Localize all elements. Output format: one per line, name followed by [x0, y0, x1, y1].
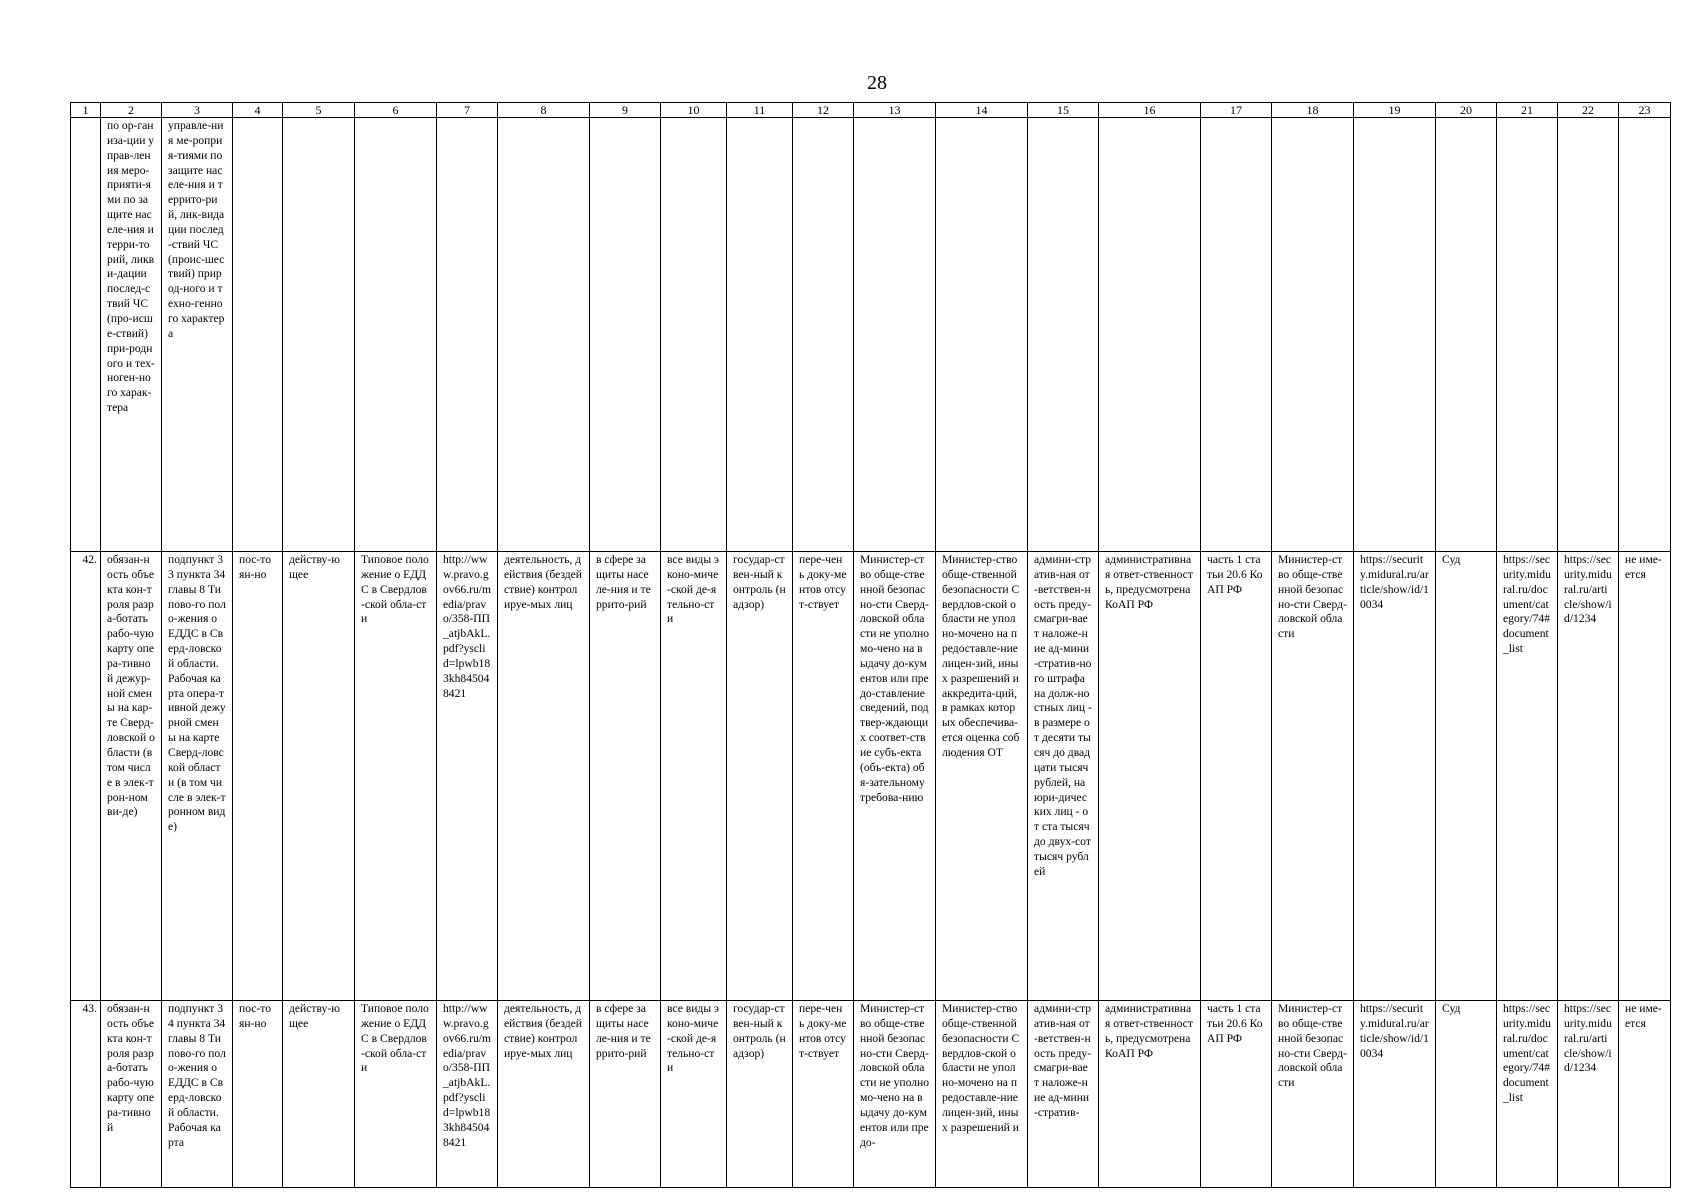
table-cell: подпункт 34 пункта 34 главы 8 Типово-го поло-жения о ЕДДС в Сверд-ловской области. Рабочая карта: [162, 1001, 233, 1188]
table-cell: административная ответ-ственность, предусмотрена КоАП РФ: [1099, 552, 1201, 1001]
requirements-table: [70, 102, 1671, 1188]
table-cell: Министер-ство обще-ственной безопасно-сти Сверд-ловской области: [1272, 552, 1354, 1001]
table-cell: [437, 118, 498, 552]
table-cell: [854, 118, 936, 552]
table-cell: https://security.midural.ru/document/category/74#document_list: [1497, 1001, 1558, 1188]
table-cell: пос-тоян-но: [233, 552, 283, 1001]
column-number: 6: [355, 103, 437, 118]
column-number-row: [71, 103, 1671, 118]
column-number: 5: [283, 103, 355, 118]
table-cell: [1436, 118, 1497, 552]
table-cell: Типовое положение о ЕДДС в Свердлов-ской обла-сти: [355, 1001, 437, 1188]
table-cell: Министер-ство обще-ственной безопасно-сти Сверд-ловской области не уполномо-чено на выдачу до-кументов или предо-: [854, 1001, 936, 1188]
column-number: 3: [162, 103, 233, 118]
column-number: 9: [590, 103, 661, 118]
table-cell: https://security.midural.ru/article/show/id/10034: [1354, 552, 1436, 1001]
column-number: 8: [498, 103, 590, 118]
table-cell: [793, 118, 854, 552]
column-number: 21: [1497, 103, 1558, 118]
page-number: 28: [867, 72, 887, 94]
table-cell: часть 1 статьи 20.6 КоАП РФ: [1201, 552, 1272, 1001]
table-cell: деятельность, действия (бездействие) контролируе-мых лиц: [498, 552, 590, 1001]
table-cell: [283, 118, 355, 552]
row-number-cell: [71, 118, 101, 552]
table-cell: управле-ния ме-роприя-тиями по защите населе-ния и террито-рий, лик-видации послед-ствий ЧС (проис-шествий) природ-ного и техно-генного характера: [162, 118, 233, 552]
table-cell: все виды эконо-миче-ской де-ятельно-сти: [661, 552, 727, 1001]
table-cell: Суд: [1436, 1001, 1497, 1188]
table-cell: пере-чень доку-ментов отсут-ствует: [793, 552, 854, 1001]
table-cell: [1497, 118, 1558, 552]
table-cell: обязан-ность объекта кон-троля разра-ботать рабо-чую карту опера-тивной: [101, 1001, 162, 1188]
table-cell: часть 1 статьи 20.6 КоАП РФ: [1201, 1001, 1272, 1188]
table-cell: пере-чень доку-ментов отсут-ствует: [793, 1001, 854, 1188]
table-cell: деятельность, действия (бездействие) контролируе-мых лиц: [498, 1001, 590, 1188]
column-number: 13: [854, 103, 936, 118]
table-cell: действу-ющее: [283, 1001, 355, 1188]
table-cell: государ-ствен-ный контроль (надзор): [727, 552, 793, 1001]
table-cell: [1028, 118, 1099, 552]
table-cell: в сфере защиты населе-ния и террито-рий: [590, 552, 661, 1001]
column-number: 23: [1619, 103, 1671, 118]
table-cell: http://www.pravo.gov66.ru/media/pravo/358-ПП_atjbAkL.pdf?ysclid=lpwb183kh845048421: [437, 1001, 498, 1188]
column-number: 4: [233, 103, 283, 118]
table-row: [71, 118, 1671, 552]
table-cell: [727, 118, 793, 552]
table-cell: [1558, 118, 1619, 552]
column-number: 18: [1272, 103, 1354, 118]
table-row: [71, 1001, 1671, 1188]
table-cell: https://security.midural.ru/article/show/id/10034: [1354, 1001, 1436, 1188]
table-cell: https://security.midural.ru/article/show/id/1234: [1558, 552, 1619, 1001]
table-cell: административная ответ-ственность, предусмотрена КоАП РФ: [1099, 1001, 1201, 1188]
column-number: 22: [1558, 103, 1619, 118]
table-cell: [661, 118, 727, 552]
column-number: 10: [661, 103, 727, 118]
table-cell: https://security.midural.ru/document/category/74#document_list: [1497, 552, 1558, 1001]
column-number: 14: [936, 103, 1028, 118]
table-cell: Министер-ство обще-ственной безопасно-сти Сверд-ловской области не уполномо-чено на выдачу до-кументов или предо-ставление сведений, подтвер-ждающих соответ-ствие субъ-екта (объ-екта) обя-зательному требова-нию: [854, 552, 936, 1001]
table-cell: админи-стратив-ная от-ветствен-ность преду-смагри-вает наложе-ние ад-мини-стратив-: [1028, 1001, 1099, 1188]
table-cell: [936, 118, 1028, 552]
table-cell: в сфере защиты населе-ния и террито-рий: [590, 1001, 661, 1188]
table-cell: подпункт 33 пункта 34 главы 8 Типово-го поло-жения о ЕДДС в Сверд-ловской области. Рабочая карта опера-тивной дежурной смены на карте Сверд-ловской области (в том числе в элек-тронном виде): [162, 552, 233, 1001]
table-cell: Суд: [1436, 552, 1497, 1001]
table-cell: [355, 118, 437, 552]
table-row: [71, 552, 1671, 1001]
table-cell: http://www.pravo.gov66.ru/media/pravo/358-ПП_atjbAkL.pdf?ysclid=lpwb183kh845048421: [437, 552, 498, 1001]
column-number: 11: [727, 103, 793, 118]
table-cell: Министер-ство обще-ственной безопасно-сти Сверд-ловской области: [1272, 1001, 1354, 1188]
table-cell: [1099, 118, 1201, 552]
column-number: 1: [71, 103, 101, 118]
row-number-cell: 42.: [71, 552, 101, 1001]
column-number: 7: [437, 103, 498, 118]
table-cell: https://security.midural.ru/article/show/id/1234: [1558, 1001, 1619, 1188]
column-number: 20: [1436, 103, 1497, 118]
column-number: 17: [1201, 103, 1272, 118]
table-cell: [1201, 118, 1272, 552]
column-number: 12: [793, 103, 854, 118]
table-cell: админи-стратив-ная от-ветствен-ность преду-смагри-вает наложе-ние ад-мини-стратив-ного штрафа на долж-ностных лиц - в размере от десяти тысяч до двадцати тысяч рублей, на юри-дических лиц - от ста тысяч до двух-сот тысяч рублей: [1028, 552, 1099, 1001]
table-cell: действу-ющее: [283, 552, 355, 1001]
table-cell: пос-тоян-но: [233, 1001, 283, 1188]
column-number: 15: [1028, 103, 1099, 118]
table-cell: [1619, 118, 1671, 552]
table-cell: [1272, 118, 1354, 552]
table-cell: [233, 118, 283, 552]
table-cell: государ-ствен-ный контроль (надзор): [727, 1001, 793, 1188]
table-cell: [1354, 118, 1436, 552]
table-cell: по ор-ганиза-ции управ-ления меро-прияти-ями по защите населе-ния и терри-торий, ликви-дации послед-ствий ЧС (про-исше-ствий) при-родного и тех-ноген-ного харак-тера: [101, 118, 162, 552]
column-number: 16: [1099, 103, 1201, 118]
table-cell: обязан-ность объекта кон-троля разра-ботать рабо-чую карту опера-тивной дежур-ной смены на кар-те Сверд-ловской области (в том числе в элек-трон-ном ви-де): [101, 552, 162, 1001]
table-cell: все виды эконо-миче-ской де-ятельно-сти: [661, 1001, 727, 1188]
table-cell: Министер-ство обще-ственной безопасности Свердлов-ской области не уполно-мочено на предоставле-ние лицен-зий, иных разрешений и: [936, 1001, 1028, 1188]
column-number: 19: [1354, 103, 1436, 118]
table-cell: [590, 118, 661, 552]
row-number-cell: 43.: [71, 1001, 101, 1188]
column-number: 2: [101, 103, 162, 118]
table-cell: Типовое положение о ЕДДС в Свердлов-ской обла-сти: [355, 552, 437, 1001]
table-cell: Министер-ство обще-ственной безопасности Свердлов-ской области не уполно-мочено на предоставле-ние лицен-зий, иных разрешений и аккредита-ций, в рамках которых обеспечива-ется оценка соблюдения ОТ: [936, 552, 1028, 1001]
table-cell: [498, 118, 590, 552]
table-cell: не име-ется: [1619, 1001, 1671, 1188]
table-cell: не име-ется: [1619, 552, 1671, 1001]
